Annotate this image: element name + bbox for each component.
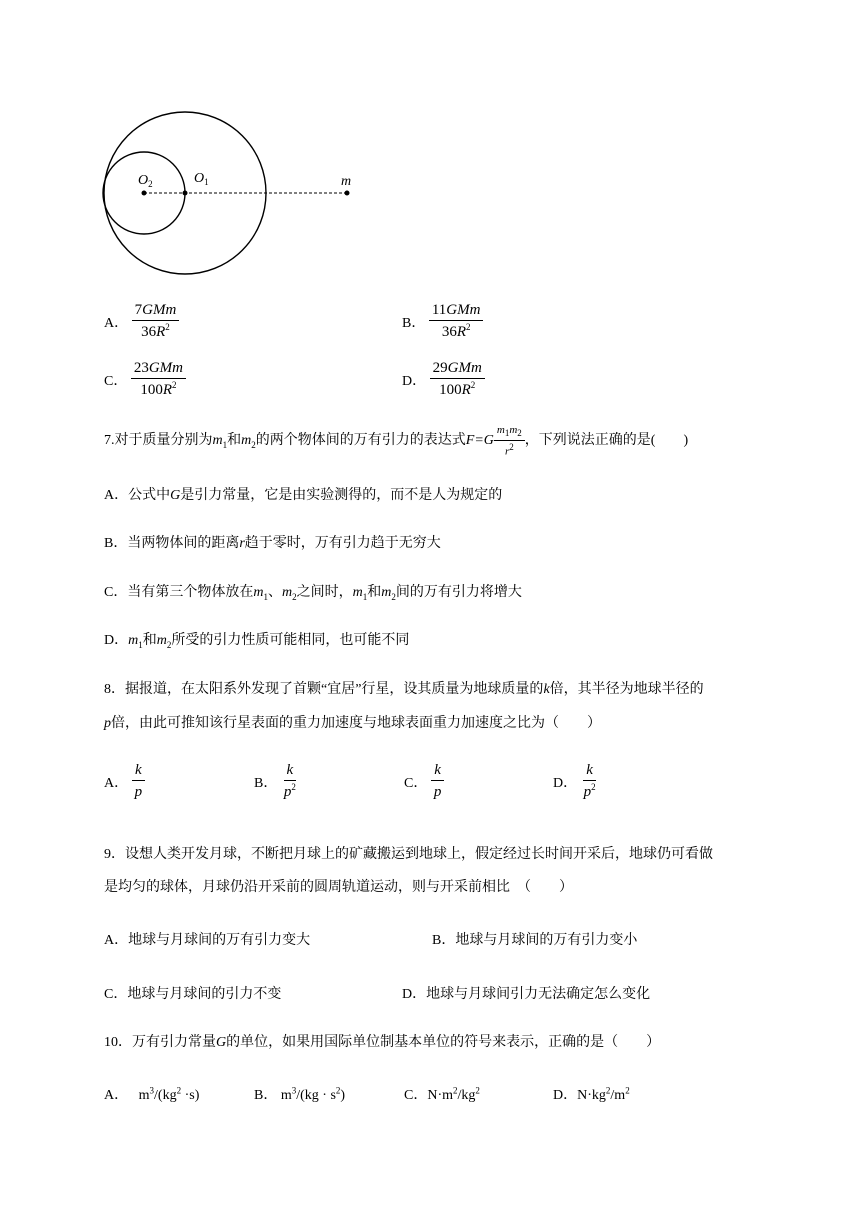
q7-option-c[interactable]: C．当有第三个物体放在$m_1$、$m_2$之间时，$m_1$和$m_2$间的万有引力将增大 [104, 585, 522, 602]
q7-option-d[interactable]: D．$m_1$和$m_2$所受的引力性质可能相同，也可能不同 [104, 633, 410, 650]
mass-m-dot [345, 191, 350, 196]
circles-figure [98, 106, 368, 276]
q8-stem-line1: 8．据报道，在太阳系外发现了首颗“宜居”行星，设其质量为地球质量的k倍，其半径为地球半径的 [104, 682, 704, 697]
q10-option-d[interactable]: D．$N\cdot kg^2/m^2$ [553, 1085, 630, 1103]
option-fraction: $\frac{\text{7GMm}}{36R^2}$ [132, 302, 180, 342]
label-m: m [341, 174, 352, 189]
option-fraction: $\frac{k}{p}$ [132, 762, 146, 802]
q6-option-c[interactable] [104, 360, 186, 400]
option-letter: A． [104, 315, 129, 331]
option-fraction: $\frac{k}{p^2}$ [283, 762, 296, 801]
q10-option-a[interactable]: A． $m^3/(kg^2 \cdot s)$ [104, 1085, 200, 1103]
option-letter: C． [104, 373, 128, 389]
q7-option-a[interactable]: A．公式中G是引力常量，它是由实验测得的，而不是人为规定的 [104, 488, 503, 503]
center-o2-dot [142, 191, 147, 196]
q7-option-b[interactable]: B．当两物体间的距离r趋于零时，万有引力趋于无穷大 [104, 536, 441, 551]
q9-option-c[interactable]: C．地球与月球间的引力不变 [104, 987, 282, 1002]
q6-option-d[interactable] [402, 360, 485, 400]
q8-option-d[interactable]: D． $\frac{k}{p^2}$ [553, 762, 599, 802]
option-fraction: $\frac{k}{p}$ [431, 762, 445, 802]
label-o2: $O_2$ [138, 173, 153, 189]
option-fraction: $\frac{k}{p^2}$ [583, 762, 596, 801]
q10-option-b[interactable]: B． $m^3/(kg \cdot s^2)$ [254, 1085, 346, 1103]
q9-option-a[interactable]: A．地球与月球间的万有引力变大 [104, 933, 311, 948]
q9-stem-line2: 是均匀的球体，月球仍沿开采前的圆周轨道运动，则与开采前相比 （ ） [104, 880, 573, 895]
q8-option-b[interactable]: B． $\frac{k}{p^2}$ [254, 762, 299, 802]
gravity-formula-fraction: $\frac{m_1m_2}{r^2}$ [494, 424, 525, 458]
option-letter: D． [402, 373, 427, 389]
option-fraction: $\frac{\text{11GMm}}{36R^2}$ [429, 302, 484, 342]
q6-option-b[interactable] [402, 302, 483, 342]
q7-stem: 7.对于质量分别为$m_1$和$m_2$的两个物体间的万有引力的表达式F=G $\frac{m_1m_2}{r^2}$ ，下列说法正确的是( ) [104, 424, 689, 458]
option-fraction: $\frac{\text{23GMm}}{100R^2}$ [131, 360, 186, 400]
option-fraction: $\frac{\text{29GMm}}{100R^2}$ [430, 360, 485, 400]
q8-option-c[interactable]: C． $\frac{k}{p}$ [404, 762, 444, 802]
center-o1-dot [183, 191, 188, 196]
q6-option-a[interactable] [104, 302, 179, 342]
q8-stem-line2: p倍，由此可推知该行星表面的重力加速度与地球表面重力加速度之比为（ ） [104, 716, 601, 731]
q10-option-c[interactable]: C．$N\cdot m^2/kg^2$ [404, 1085, 480, 1103]
q9-option-d[interactable]: D．地球与月球间引力无法确定怎么变化 [402, 987, 651, 1002]
q8-option-a[interactable]: A． $\frac{k}{p}$ [104, 762, 145, 802]
q9-option-b[interactable]: B．地球与月球间的万有引力变小 [432, 933, 638, 948]
label-o1: $O_1$ [194, 171, 209, 187]
q10-stem: 10．万有引力常量G的单位，如果用国际单位制基本单位的符号来表示，正确的是（ ） [104, 1035, 661, 1050]
q9-stem-line1: 9．设想人类开发月球，不断把月球上的矿藏搬运到地球上，假定经过长时间开采后，地球仍可看做 [104, 847, 713, 862]
option-letter: B． [402, 315, 426, 331]
